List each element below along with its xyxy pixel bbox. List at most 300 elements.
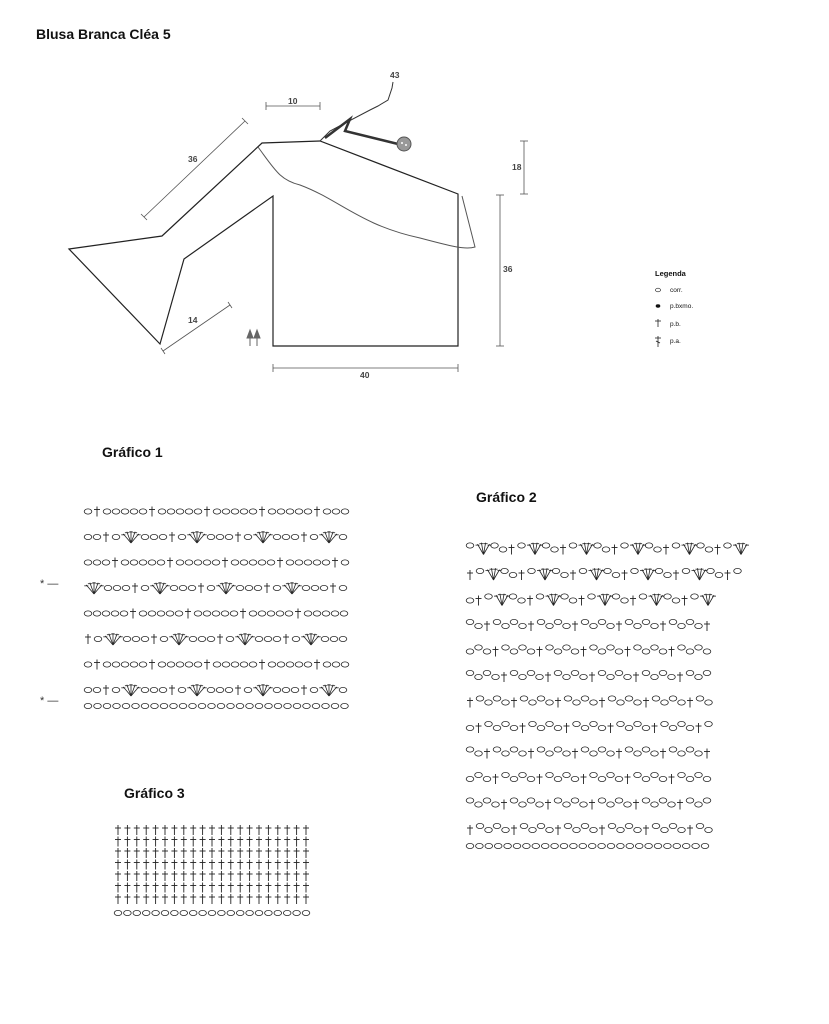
- single-crochet-stitch: [209, 825, 215, 835]
- chain-stitch: [159, 687, 167, 692]
- chain-stitch: [491, 543, 499, 548]
- chain-stitch: [236, 910, 244, 915]
- chain-stitch: [617, 843, 625, 848]
- chain-stitch: [103, 509, 111, 514]
- single-crochet-stitch: [284, 883, 290, 893]
- chain-stitch: [139, 509, 147, 514]
- single-crochet-stitch: [660, 749, 666, 759]
- chain-stitch: [476, 843, 484, 848]
- single-crochet-stitch: [124, 848, 130, 858]
- single-crochet-stitch: [200, 848, 206, 858]
- chain-stitch: [527, 776, 535, 781]
- chain-stitch: [139, 662, 147, 667]
- chain-stitch: [624, 802, 632, 807]
- chain-stitch: [189, 910, 197, 915]
- chain-stitch: [695, 772, 703, 777]
- chain-stitch: [157, 611, 165, 616]
- chain-stitch: [212, 611, 220, 616]
- chain-stitch: [546, 623, 554, 628]
- chain-stitch: [258, 560, 266, 565]
- chain-stitch: [312, 703, 320, 708]
- dim-body-height: 36: [503, 264, 513, 274]
- single-crochet-stitch: [330, 583, 336, 593]
- single-crochet-stitch: [630, 596, 636, 606]
- chain-stitch: [695, 645, 703, 650]
- chain-stitch: [341, 509, 349, 514]
- single-crochet-stitch: [153, 871, 159, 881]
- single-crochet-stitch: [294, 883, 300, 893]
- chain-stitch: [492, 674, 500, 679]
- chain-stitch: [678, 700, 686, 705]
- chain-stitch: [139, 611, 147, 616]
- chain-stitch: [93, 560, 101, 565]
- single-crochet-stitch: [115, 871, 121, 881]
- chain-stitch: [130, 509, 138, 514]
- chain-stitch: [188, 585, 196, 590]
- single-crochet-stitch: [143, 837, 149, 847]
- single-crochet-stitch: [687, 825, 693, 835]
- single-crochet-stitch: [132, 583, 138, 593]
- chain-stitch: [581, 696, 589, 701]
- chain-stitch: [625, 747, 633, 752]
- single-crochet-stitch: [294, 848, 300, 858]
- single-crochet-stitch: [265, 860, 271, 870]
- single-crochet-stitch: [314, 660, 320, 670]
- chain-stitch: [686, 619, 694, 624]
- chain-stitch: [139, 560, 147, 565]
- chain-stitch: [485, 827, 493, 832]
- legend-label-chain: corr.: [670, 287, 683, 294]
- chain-stitch: [244, 534, 252, 539]
- chain-stitch: [607, 772, 615, 777]
- single-crochet-stitch: [237, 883, 243, 893]
- chain-stitch: [112, 534, 120, 539]
- chain-stitch: [141, 687, 149, 692]
- single-crochet-stitch: [669, 647, 675, 657]
- chain-stitch: [159, 534, 167, 539]
- dim-neck-width: 10: [288, 96, 298, 106]
- chain-stitch: [494, 843, 502, 848]
- chain-stitch: [654, 547, 662, 552]
- chart-3-stitches: [114, 825, 310, 916]
- chain-stitch: [564, 823, 572, 828]
- single-crochet-stitch: [275, 825, 281, 835]
- chain-stitch: [678, 772, 686, 777]
- single-crochet-stitch: [209, 837, 215, 847]
- chain-stitch: [331, 611, 339, 616]
- chain-stitch: [551, 843, 559, 848]
- chain-stitch: [527, 798, 535, 803]
- single-crochet-stitch: [228, 825, 234, 835]
- single-crochet-stitch: [301, 532, 307, 542]
- chart-1-stitches: [84, 507, 349, 709]
- chain-stitch: [273, 534, 281, 539]
- chain-stitch: [696, 823, 704, 828]
- single-crochet-stitch: [235, 532, 241, 542]
- chain-stitch: [519, 751, 527, 756]
- chain-stitch: [121, 509, 129, 514]
- single-crochet-stitch: [537, 647, 543, 657]
- chain-stitch: [682, 843, 690, 848]
- single-crochet-stitch: [643, 825, 649, 835]
- chain-stitch: [546, 700, 554, 705]
- single-crochet-stitch: [228, 860, 234, 870]
- chain-stitch: [221, 611, 229, 616]
- single-crochet-stitch: [265, 837, 271, 847]
- chain-stitch: [634, 827, 642, 832]
- single-crochet-stitch: [151, 634, 157, 644]
- chain-stitch: [273, 687, 281, 692]
- chain-stitch: [323, 662, 331, 667]
- chain-stitch: [94, 636, 102, 641]
- chain-stitch: [130, 560, 138, 565]
- single-crochet-stitch: [171, 894, 177, 904]
- chain-stitch: [291, 534, 299, 539]
- chain-stitch: [621, 543, 629, 548]
- chain-stitch: [678, 827, 686, 832]
- chain-stitch: [652, 823, 660, 828]
- single-crochet-stitch: [200, 860, 206, 870]
- single-crochet-stitch: [247, 848, 253, 858]
- chain-stitch: [84, 703, 92, 708]
- chain-stitch: [651, 772, 659, 777]
- chain-stitch: [282, 687, 290, 692]
- single-crochet-stitch: [643, 698, 649, 708]
- chain-stitch: [267, 611, 275, 616]
- single-crochet-stitch: [228, 883, 234, 893]
- single-crochet-stitch: [228, 871, 234, 881]
- single-crochet-stitch: [217, 634, 223, 644]
- chain-stitch: [255, 703, 263, 708]
- chain-stitch: [652, 696, 660, 701]
- chart-1-title: Gráfico 1: [102, 444, 163, 460]
- chain-stitch: [466, 776, 474, 781]
- chain-stitch: [502, 772, 510, 777]
- chain-stitch: [502, 623, 510, 628]
- single-crochet-stitch: [181, 894, 187, 904]
- single-crochet-stitch: [149, 660, 155, 670]
- chain-stitch: [295, 662, 303, 667]
- double-crochet-fan: [282, 582, 301, 594]
- chain-stitch: [499, 547, 507, 552]
- single-crochet-stitch: [124, 825, 130, 835]
- chain-stitch: [485, 721, 493, 726]
- chain-stitch: [216, 534, 224, 539]
- chain-stitch: [696, 696, 704, 701]
- row-marker-bottom: * —: [40, 695, 59, 707]
- single-crochet-stitch: [134, 871, 140, 881]
- single-crochet-stitch: [115, 860, 121, 870]
- dim-sleeve-length: 36: [188, 154, 198, 164]
- chain-stitch: [598, 649, 606, 654]
- chain-stitch: [634, 623, 642, 628]
- chain-stitch: [303, 703, 311, 708]
- single-crochet-stitch: [153, 848, 159, 858]
- chain-stitch: [466, 747, 474, 752]
- chain-stitch: [231, 509, 239, 514]
- single-crochet-stitch: [652, 723, 658, 733]
- chain-stitch: [493, 619, 501, 624]
- single-crochet-stitch: [124, 837, 130, 847]
- single-crochet-stitch: [162, 825, 168, 835]
- single-crochet-stitch: [275, 837, 281, 847]
- single-crochet-stitch: [303, 860, 309, 870]
- single-crochet-stitch: [555, 825, 561, 835]
- chain-stitch: [466, 543, 474, 548]
- chain-stitch: [518, 543, 526, 548]
- double-crochet-fan: [319, 531, 338, 543]
- chain-stitch: [642, 747, 650, 752]
- chain-stitch: [642, 776, 650, 781]
- single-crochet-stitch: [484, 749, 490, 759]
- chain-stitch: [121, 662, 129, 667]
- chain-stitch: [113, 703, 121, 708]
- double-crochet-fan: [253, 531, 272, 543]
- single-crochet-stitch: [124, 860, 130, 870]
- single-crochet-stitch: [528, 749, 534, 759]
- single-crochet-stitch: [303, 894, 309, 904]
- single-crochet-stitch: [284, 837, 290, 847]
- chain-stitch: [185, 560, 193, 565]
- chain-stitch: [510, 798, 518, 803]
- chain-stitch: [339, 534, 347, 539]
- chain-stitch: [617, 827, 625, 832]
- single-crochet-stitch: [134, 860, 140, 870]
- chain-stitch: [642, 725, 650, 730]
- single-crochet-stitch: [181, 871, 187, 881]
- single-crochet-stitch: [237, 860, 243, 870]
- chain-stitch: [286, 560, 294, 565]
- single-crochet-stitch: [501, 800, 507, 810]
- chain-stitch: [519, 645, 527, 650]
- chain-stitch: [654, 843, 662, 848]
- chain-stitch: [594, 543, 602, 548]
- chain-stitch: [141, 636, 149, 641]
- chain-stitch: [664, 843, 672, 848]
- single-crochet-stitch: [235, 685, 241, 695]
- single-crochet-stitch: [663, 545, 669, 555]
- chain-stitch: [141, 585, 149, 590]
- single-crochet-stitch: [572, 621, 578, 631]
- chain-stitch: [602, 547, 610, 552]
- single-crochet-stitch: [124, 894, 130, 904]
- chain-stitch: [283, 910, 291, 915]
- chain-stitch: [207, 687, 215, 692]
- chain-stitch: [254, 585, 262, 590]
- single-crochet-stitch: [115, 825, 121, 835]
- page-title: Blusa Branca Cléa 5: [36, 26, 171, 42]
- chain-stitch: [518, 598, 526, 603]
- chain-stitch: [590, 623, 598, 628]
- chain-stitch: [276, 611, 284, 616]
- double-crochet-fan: [700, 594, 716, 606]
- chain-stitch: [669, 747, 677, 752]
- chain-stitch: [207, 585, 215, 590]
- chain-stitch: [529, 827, 537, 832]
- single-crochet-stitch: [228, 894, 234, 904]
- chain-stitch: [313, 560, 321, 565]
- chain-stitch: [157, 560, 165, 565]
- dim-body-width: 40: [360, 370, 370, 380]
- chain-stitch: [563, 623, 571, 628]
- chain-stitch: [113, 585, 121, 590]
- chain-stitch: [198, 703, 206, 708]
- single-crochet-stitch: [218, 860, 224, 870]
- chain-stitch: [569, 543, 577, 548]
- chain-stitch: [264, 636, 272, 641]
- single-crochet-stitch: [264, 583, 270, 593]
- single-crochet-stitch: [277, 558, 283, 568]
- chain-stitch: [705, 700, 713, 705]
- chain-stitch: [546, 751, 554, 756]
- single-crochet-stitch: [200, 825, 206, 835]
- chain-stitch: [510, 747, 518, 752]
- chain-stitch: [341, 560, 349, 565]
- chain-stitch: [615, 649, 623, 654]
- single-crochet-stitch: [237, 825, 243, 835]
- chain-stitch: [249, 611, 257, 616]
- single-crochet-stitch: [669, 774, 675, 784]
- single-crochet-stitch: [581, 774, 587, 784]
- chain-stitch: [617, 721, 625, 726]
- single-crochet-stitch: [143, 860, 149, 870]
- chain-stitch: [286, 662, 294, 667]
- chain-stitch: [642, 649, 650, 654]
- single-crochet-stitch: [314, 507, 320, 517]
- single-crochet-stitch: [209, 871, 215, 881]
- chain-stitch: [669, 725, 677, 730]
- double-crochet-fan: [187, 531, 206, 543]
- chain-stitch: [330, 636, 338, 641]
- single-crochet-stitch: [237, 894, 243, 904]
- dim-shoulder-drop: 18: [512, 162, 522, 172]
- chain-stitch: [285, 611, 293, 616]
- single-crochet-stitch: [284, 894, 290, 904]
- chain-stitch: [554, 725, 562, 730]
- chain-stitch: [225, 534, 233, 539]
- chain-stitch: [104, 585, 112, 590]
- chain-stitch: [339, 585, 347, 590]
- chain-stitch: [615, 670, 623, 675]
- chain-stitch: [475, 751, 483, 756]
- chain-stitch: [659, 798, 667, 803]
- single-crochet-stitch: [247, 825, 253, 835]
- chain-stitch: [208, 910, 216, 915]
- chain-stitch: [175, 611, 183, 616]
- chain-stitch: [304, 662, 312, 667]
- chain-stitch: [103, 703, 111, 708]
- chain-stitch: [178, 534, 186, 539]
- single-crochet-stitch: [256, 837, 262, 847]
- chain-stitch: [322, 703, 330, 708]
- chain-stitch: [659, 649, 667, 654]
- chain-stitch: [659, 670, 667, 675]
- chain-stitch: [476, 696, 484, 701]
- chain-stitch: [598, 843, 606, 848]
- single-crochet-stitch: [240, 609, 246, 619]
- chain-stitch: [546, 772, 554, 777]
- chain-stitch: [573, 700, 581, 705]
- chain-stitch: [265, 910, 273, 915]
- chain-stitch: [122, 585, 130, 590]
- chain-stitch: [581, 619, 589, 624]
- single-crochet-stitch: [237, 848, 243, 858]
- chain-stitch: [167, 509, 175, 514]
- chain-stitch: [560, 843, 568, 848]
- single-crochet-stitch: [228, 848, 234, 858]
- single-crochet-stitch: [103, 532, 109, 542]
- single-crochet-stitch: [528, 621, 534, 631]
- double-crochet-fan: [319, 684, 338, 696]
- single-crochet-stitch: [218, 894, 224, 904]
- chain-stitch: [672, 543, 680, 548]
- chain-stitch: [541, 843, 549, 848]
- single-crochet-stitch: [204, 507, 210, 517]
- double-crochet-fan: [84, 582, 103, 594]
- chain-stitch: [274, 910, 282, 915]
- double-crochet-fan: [691, 568, 707, 580]
- single-crochet-stitch: [256, 883, 262, 893]
- chain-stitch: [686, 725, 694, 730]
- single-crochet-stitch: [625, 774, 631, 784]
- chain-stitch: [103, 662, 111, 667]
- chain-stitch: [466, 843, 474, 848]
- chain-stitch: [607, 674, 615, 679]
- single-crochet-stitch: [162, 883, 168, 893]
- single-crochet-stitch: [519, 570, 525, 580]
- chain-stitch: [94, 703, 102, 708]
- chain-stitch: [642, 798, 650, 803]
- single-crochet-stitch: [560, 545, 566, 555]
- single-crochet-stitch: [247, 860, 253, 870]
- chain-stitch: [655, 568, 663, 573]
- single-crochet-stitch: [545, 800, 551, 810]
- single-crochet-stitch: [467, 570, 473, 580]
- chain-stitch: [581, 725, 589, 730]
- chain-stitch: [267, 560, 275, 565]
- single-crochet-stitch: [103, 685, 109, 695]
- single-crochet-stitch: [124, 883, 130, 893]
- chain-stitch: [571, 649, 579, 654]
- single-crochet-stitch: [190, 894, 196, 904]
- single-crochet-stitch: [294, 871, 300, 881]
- single-crochet-stitch: [677, 800, 683, 810]
- single-crochet-stitch: [265, 848, 271, 858]
- single-crochet-stitch: [256, 825, 262, 835]
- chain-stitch: [185, 662, 193, 667]
- single-crochet-stitch: [169, 532, 175, 542]
- chain-stitch: [249, 560, 257, 565]
- single-crochet-stitch: [265, 894, 271, 904]
- chain-stitch: [580, 802, 588, 807]
- chain-stitch: [304, 560, 312, 565]
- chain-stitch: [194, 560, 202, 565]
- chain-stitch: [608, 696, 616, 701]
- chain-stitch: [598, 776, 606, 781]
- chain-stitch: [669, 696, 677, 701]
- single-crochet-stitch: [589, 800, 595, 810]
- chain-stitch: [246, 910, 254, 915]
- double-crochet-fan: [216, 582, 235, 594]
- single-crochet-stitch: [134, 883, 140, 893]
- double-crochet-fan: [630, 543, 646, 555]
- chain-stitch: [493, 725, 501, 730]
- single-crochet-stitch: [265, 871, 271, 881]
- chain-stitch: [554, 747, 562, 752]
- single-crochet-stitch: [218, 871, 224, 881]
- chain-stitch: [695, 802, 703, 807]
- chain-stitch: [686, 649, 694, 654]
